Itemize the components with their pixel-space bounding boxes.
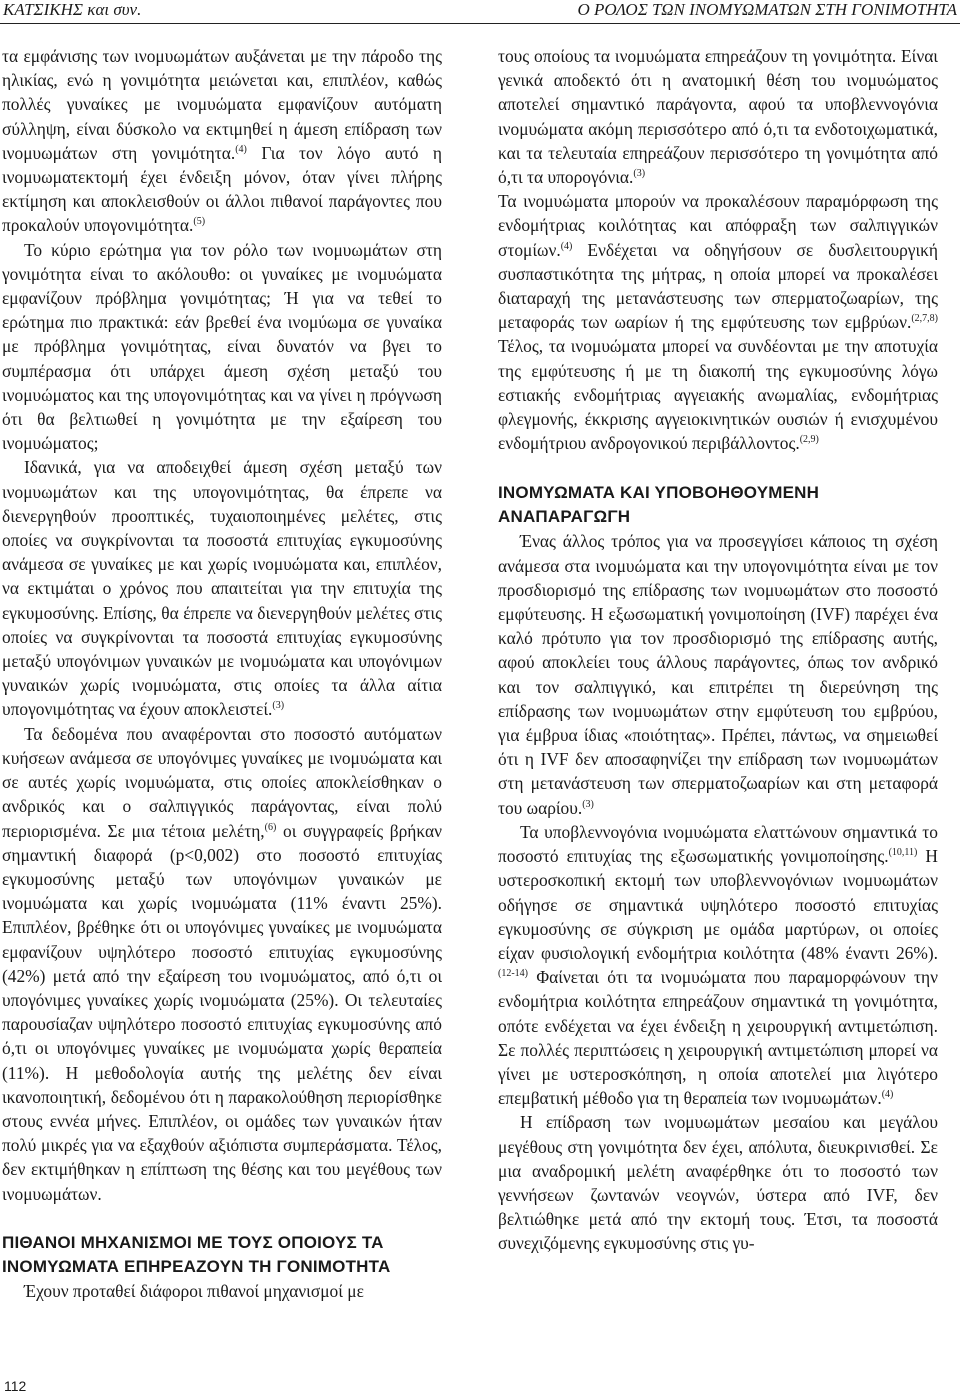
paragraph — [498, 189, 938, 455]
citation: (4) — [235, 143, 247, 155]
paragraph-text: Τα υποβλεννογόνια ινομυώματα ελαττώνουν σημαντικά το ποσοστό επιτυχίας της εξωσωματικής γονιμοποίησης. — [498, 821, 938, 867]
citation: (12-14) — [498, 968, 528, 980]
running-head-authors: ΚΑΤΣΙΚΗΣ και συν. — [3, 0, 142, 19]
paragraph-text: Ιδανικά, για να αποδειχθεί άμεση σχέση μεταξύ των ινομυωμάτων και της υπογονιμότητας, θα έπρεπε να διενεργηθούν προοπτικές, τυχαιοποιημένες μελέτες, στις οποίες να συγκρίνονται τα ποσοστά επιτυχίας εγκυμοσύνης ανάμεσα σε γυναίκες με και χωρίς ινομυώματα και, επιπλέον, να εκτιμάται ο χρόνος που απαιτείται για την επιτυχία της εγκυμοσύνης. Επίσης, θα έπρεπε να διενεργηθούν μελέτες στις οποίες να συγκρίνονται τα ποσοστά επιτυχίας εγκυμοσύνης μεταξύ υπογόνιμων γυναικών με ινομυώματα και υπογόνιμων γυναικών χωρίς ινομυώματα, στις οποίες τα άλλα αίτια υπογονιμότητας να έχουν αποκλειστεί. — [2, 457, 442, 720]
paragraph-text: τους οποίους τα ινομυώματα επηρεάζουν τη γονιμότητα. Είναι γενικά αποδεκτό ότι η ανατομική θέση του ινομυώματος αποτελεί σημαντικό παράγοντα, αφού τα υποβλεννογόνια ινομυώματα ακόμη περισσότερο από ό,τι τα ενδοτοιχωματικά, και τα τελευταία επηρεάζουν περισσότερο τη γονιμότητα από ό,τι τα υπορογόνια. — [498, 46, 938, 188]
paragraph-text: Τα ινομυώματα μπορούν να προκαλέσουν παραμόρφωση της ενδομήτριας κοιλότητας και απόφραξη των σαλπιγγικών στομίων. — [498, 191, 938, 260]
paragraph-text: Τέλος, τα ινομυώματα μπορεί να συνδέονται με την αποτυχία της εμφύτευσης ή με τη διακοπή της εγκυμοσύνης λόγω εστιακής ενδομήτριας αγγειακής ανωμαλίας, ενδομήτριας φλεγμονής, έκκρισης αγγειοκινητικών ουσιών ή ενισχυμένου ενδομήτριου ανδρογονικού περιβάλλοντος. — [498, 336, 938, 454]
paragraph-text: Η υστεροσκοπική εκτομή των υποβλεννογόνιων ινομυωμάτων οδήγησε σε σημαντικά υψηλότερο ποσοστό επιτυχίας εγκυμοσύνης σε σύγκριση με ομάδα μαρτύρων, οι οποίες είχαν φυσιολογική ενδομήτρια κοιλότητα (48% έναντι 26%). — [498, 846, 938, 963]
citation: (2,9) — [799, 434, 819, 446]
citation: (2,7,8) — [911, 313, 938, 325]
paragraph — [2, 44, 442, 238]
citation: (3) — [272, 700, 285, 712]
citation: (4) — [881, 1089, 894, 1101]
right-column — [498, 44, 938, 1256]
paragraph: Η επίδραση των ινομυωμάτων μεσαίου και μεγάλου μεγέθους στη γονιμότητα δεν έχει, απόλυτα, διευκρινισθεί. Σε μια αναδρομική μελέτη αναφέρθηκε ότι το ποσοστό των γεννήσεων ζωντανών νεογνών, ύστερα από IVF, δεν βελτιώθηκε μετά από την εκτομή τους. Έτσι, τα ποσοστά συνεχιζόμενης εγκυμοσύνης στις γυ- — [498, 1112, 938, 1254]
running-head — [0, 0, 960, 22]
paragraph: Έχουν προταθεί διάφοροι πιθανοί μηχανισμοί με — [24, 1280, 364, 1301]
paragraph-text: Ένας άλλος τρόπος για να προσεγγίσει κάποιος τη σχέση ανάμεσα στα ινομυώματα και την υπογονιμότητα είναι με τον προσδιορισμό της επίδρασης των ινομυωμάτων στο ποσοστό εμφύτευσης. Η εξωσωματική γονιμοποίηση (IVF) παρέχει ένα καλό πρότυπο για τον προσδιορισμό της επίδρασης αυτής, αφού αποκλείει τους άλλους παράγοντες, όπως τον ανδρικό και τον σαλπιγγικό, και επιτρέπει τη διερεύνηση της επίδρασης των ινομυωμάτων στην εμφύτευση του εμβρύου, για έμβρυα ίδιας «ποιότητας». Πρέπει, πάντως, να σημειωθεί ότι η IVF δεν αποσαφηνίζει την επίδραση των ινομυωμάτων στη μετανάστευση των σπερματοζωαρίων και στη μεταφορά του ωαρίου. — [498, 531, 938, 818]
paragraph — [498, 44, 938, 189]
citation: (6) — [264, 821, 277, 833]
citation: (3) — [633, 168, 646, 180]
paragraph-text: τα εμφάνισης των ινομυωμάτων αυξάνεται με την πάροδο της ηλικίας, ενώ η γονιμότητα μειώνεται και, επιπλέον, καθώς πολλές γυναίκες με ινομυώματα εμφανίζουν αυτόματη σύλληψη, είναι δύσκολο να εκτιμηθεί η άμεση επίδραση των ινομυωμάτων στη γονιμότητα. — [2, 46, 442, 163]
citation: (5) — [193, 216, 206, 228]
paragraph-text: Τα δεδομένα που αναφέρονται στο ποσοστό αυτόματων κυήσεων ανάμεσα σε υπογόνιμες γυναίκες με ινομυώματα και σε αυτές χωρίς ινομυώματα, στις οποίες αποκλείσθηκαν ο ανδρικός και ο σαλπιγγικός παράγοντας, είναι πολύ περιορισμένα. Σε μια τέτοια μελέτη, — [2, 723, 442, 841]
paragraph-text: οι συγγραφείς βρήκαν σημαντική διαφορά (p<0,002) στο ποσοστό επιτυχίας εγκυμοσύνης μεταξύ των υπογόνιμων γυναικών με ινομυώματα και χωρίς ινομυώματα (11% έναντι 25%). Επιπλέον, βρέθηκε ότι οι υπογόνιμες γυναίκες με ινομυώματα εμφανίζουν υψηλότερο ποσοστό επιτυχίας εγκυμοσύνης (42%) μετά από την εξαίρεση του ινομυώματος, από ό,τι οι υπογόνιμες γυναίκες χωρίς ινομυώματα (25%). Οι τελευταίες παρουσίαζαν υψηλότερο ποσοστό επιτυχίας εγκυμοσύνης από ό,τι οι υπογόνιμες γυναίκες με ινομυώματα χωρίς θεραπεία (11%). Η μεθοδολογία αυτής της μελέτης δεν είναι ικανοποιητική, δεδομένου ότι η παρακολούθηση περιορίσθηκε στους εννέα μήνες. Επιπλέον, οι ομάδες των γυναικών ήταν πολύ μικρές για να εξαχθούν αξιόπιστα συμπεράσματα. Τέλος, δεν εκτιμήθηκαν η επίπτωση της θέσης και του μεγέθους των ινομυωμάτων. — [2, 820, 442, 1204]
paragraph — [2, 455, 442, 721]
paragraph — [2, 722, 442, 1206]
header-rule — [0, 23, 960, 24]
left-column — [2, 44, 442, 1303]
citation: (3) — [582, 798, 594, 810]
paragraph — [498, 820, 938, 1110]
paragraph: Το κύριο ερώτημα για τον ρόλο των ινομυωμάτων στη γονιμότητα είναι το ακόλουθο: οι γυναίκες με ινομυώματα εμφανίζουν πρόβλημα γονιμότητας; Ή για να τεθεί το ερώτημα πιο πρακτικά: εάν βρεθεί ένα ινομύωμα σε γυναίκα με πρόβλημα γονιμότητας, είναι δυνατόν να βγει το συμπέρασμα ότι υπάρχει άμεση σχέση μεταξύ του ινομυώματος και της υπογονιμότητας και να γίνει η πρόγνωση ότι θα βελτιωθεί η γονιμότητα με την εξαίρεση του ινομυώματος; — [2, 239, 442, 454]
running-head-title: Ο ΡΟΛΟΣ ΤΩΝ ΙΝΟΜΥΩΜΑΤΩΝ ΣΤΗ ΓΟΝΙΜΟΤΗΤΑ — [577, 0, 957, 19]
paragraph-text: Για τον λόγο αυτό η ινομυωματεκτομή έχει ένδειξη μόνον, όταν γίνει πλήρης εκτίμηση και αποκλεισθούν οι άλλοι πιθανοί παράγοντες που προκαλούν υπογονιμότητα. — [2, 142, 442, 236]
section-heading: ΠΙΘΑΝΟΙ ΜΗΧΑΝΙΣΜΟΙ ΜΕ ΤΟΥΣ ΟΠΟΙΟΥΣ ΤΑ ΙΝΟΜΥΩΜΑΤΑ ΕΠΗΡΕΑΖΟΥΝ ΤΗ ΓΟΝΙΜΟΤΗΤΑ — [2, 1232, 391, 1276]
citation: (4) — [560, 240, 573, 252]
page-number: 112 — [4, 1378, 27, 1394]
paragraph-text: Ενδέχεται να οδηγήσουν σε δυσλειτουργική συσπαστικότητα της μήτρας, η οποία μπορεί να προκαλέσει διαταραχή της μετανάστευσης των σπερματοζωαρίων, της μεταφοράς των ωαρίων ή της εμφύτευσης των εμβρύων. — [498, 239, 938, 333]
section-heading: ΙΝΟΜΥΩΜΑΤΑ ΚΑΙ ΥΠΟΒΟΗΘΟΥΜΕΝΗ ΑΝΑΠΑΡΑΓΩΓΗ — [498, 483, 820, 527]
paragraph — [498, 529, 938, 819]
paragraph-text: Φαίνεται ότι τα ινομυώματα που παραμορφώνουν την ενδομήτρια κοιλότητα επηρεάζουν σημαντικά τη γονιμότητα, οπότε ενδέχεται να έχει ένδειξη η χειρουργική αντιμετώπιση. Σε πολλές περιπτώσεις η χειρουργική αντιμετώπιση μπορεί να γίνει με υστεροσκόπηση, η οποία αποτελεί μια λιγότερο επεμβατική μέθοδο για τη θεραπεία των ινομυωμάτων. — [498, 967, 938, 1109]
citation: (10,11) — [888, 847, 918, 859]
